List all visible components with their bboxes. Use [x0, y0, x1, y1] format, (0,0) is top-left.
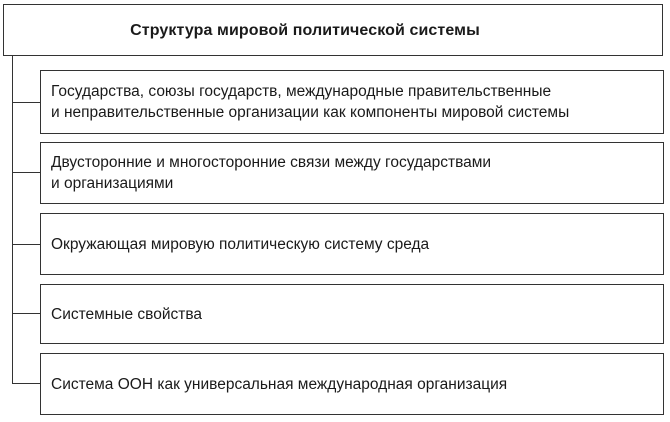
structure-item-3-text: Окружающая мировую политическую систему среда	[51, 235, 430, 253]
structure-item-2-text: Двусторонние и многосторонние связи между государствами и организациями	[51, 154, 492, 192]
diagram-title: Структура мировой политической системы	[130, 22, 480, 39]
structure-item-1	[40, 70, 664, 134]
structure-item-2	[40, 142, 664, 204]
connector-branch-5	[12, 383, 41, 384]
connector-branch-2	[12, 172, 41, 173]
structure-item-3	[40, 213, 664, 275]
structure-item-4	[40, 284, 664, 344]
diagram-title-box	[3, 4, 663, 56]
structure-item-4-text: Системные свойства	[51, 305, 203, 323]
connector-branch-4	[12, 313, 41, 314]
structure-item-5	[40, 353, 664, 415]
connector-branch-3	[12, 244, 41, 245]
connector-branch-1	[12, 102, 41, 103]
structure-item-1-text: Государства, союзы государств, международные правительственные и неправительственные организации как компоненты мировой системы	[51, 83, 570, 121]
connector-spine	[12, 56, 13, 383]
structure-item-5-text: Система ООН как универсальная международная организация	[51, 375, 508, 393]
